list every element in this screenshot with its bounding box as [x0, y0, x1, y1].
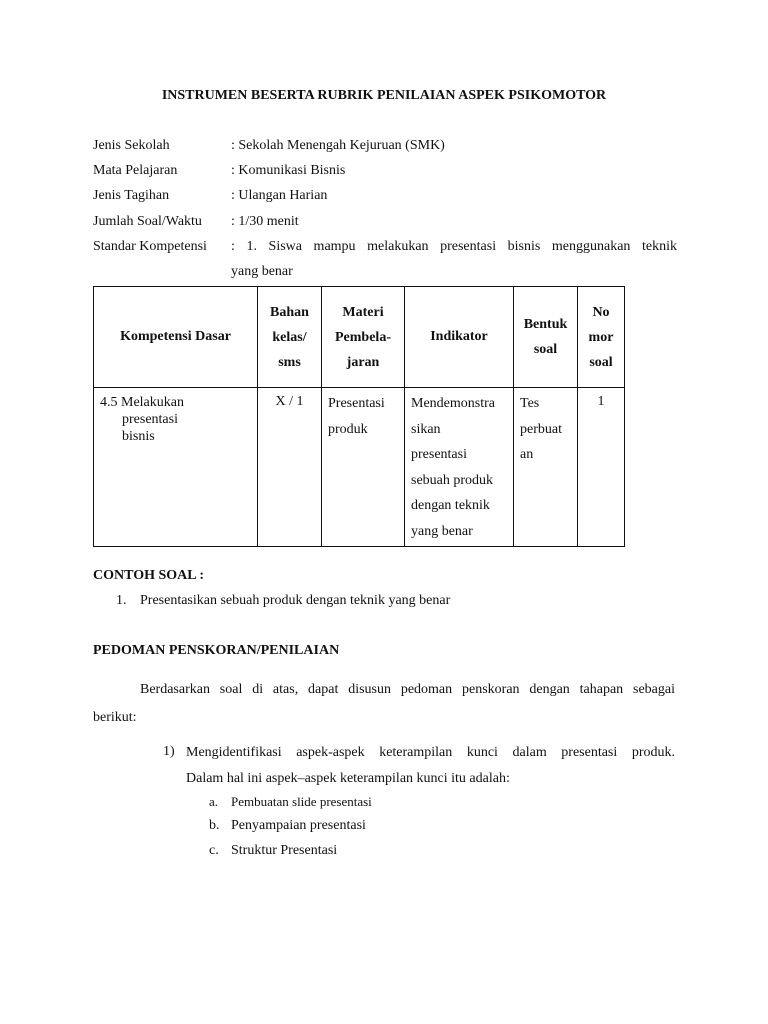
table-row: [94, 388, 625, 547]
cell-kompetensi-dasar: 4.5 Melakukan presentasi bisnis: [94, 388, 258, 547]
info-label: Standar Kompetensi: [93, 239, 207, 254]
contoh-item-text: Presentasikan sebuah produk dengan teknik yang benar: [140, 593, 451, 608]
step-text-line2: Dalam hal ini aspek–aspek keterampilan kunci itu adalah:: [186, 771, 510, 786]
info-value: : Komunikasi Bisnis: [231, 163, 346, 178]
list-item: [209, 843, 337, 859]
header-bentuk-soal: Bentuk soal: [514, 287, 578, 388]
info-row-jenis-sekolah: [93, 138, 678, 158]
info-value: : Ulangan Harian: [231, 188, 328, 203]
contoh-soal-heading: CONTOH SOAL :: [93, 568, 204, 583]
cell-materi: Presentasi produk: [322, 388, 405, 547]
list-item-letter: b.: [209, 818, 220, 833]
header-materi: Materi Pembela- jaran: [322, 287, 405, 388]
info-value: : 1. Siswa mampu melakukan presentasi bisnis menggunakan teknik: [231, 239, 677, 254]
cell-bentuk-soal: Tes perbuat an: [514, 388, 578, 547]
info-value: : 1/30 menit: [231, 214, 299, 229]
info-row-jenis-tagihan: [93, 188, 678, 208]
step-text-line1: Mengidentifikasi aspek-aspek keterampilan kunci dalam presentasi produk.: [186, 745, 675, 760]
document-title: INSTRUMEN BESERTA RUBRIK PENILAIAN ASPEK PSIKOMOTOR: [161, 88, 607, 103]
header-nomor-soal: No mor soal: [578, 287, 625, 388]
cell-indikator: Mendemonstra sikan presentasi sebuah produk dengan teknik yang benar: [405, 388, 514, 547]
pedoman-paragraph-line2: berikut:: [93, 710, 137, 725]
info-label: Jenis Tagihan: [93, 188, 170, 203]
list-item: [209, 794, 372, 810]
cell-nomor-soal: 1: [578, 388, 625, 547]
header-bahan-kelas: Bahan kelas/ sms: [258, 287, 322, 388]
table-header-row: [94, 287, 625, 388]
info-label: Jumlah Soal/Waktu: [93, 214, 202, 229]
info-value-continuation: yang benar: [231, 264, 293, 279]
info-row-standar-kompetensi: [93, 239, 678, 259]
info-row-jumlah-soal: [93, 214, 678, 234]
pedoman-heading: PEDOMAN PENSKORAN/PENILAIAN: [93, 643, 340, 658]
list-item-letter: c.: [209, 843, 219, 858]
list-item-letter: a.: [209, 794, 219, 809]
list-item-text: Pembuatan slide presentasi: [231, 794, 372, 809]
cell-bahan-kelas: X / 1: [258, 388, 322, 547]
info-row-mata-pelajaran: [93, 163, 678, 183]
header-indikator: Indikator: [405, 287, 514, 388]
info-label: Mata Pelajaran: [93, 163, 178, 178]
info-label: Jenis Sekolah: [93, 138, 170, 153]
info-value: : Sekolah Menengah Kejuruan (SMK): [231, 138, 445, 153]
list-item-text: Penyampaian presentasi: [231, 818, 366, 833]
contoh-item-number: 1.: [116, 593, 127, 608]
list-item-text: Struktur Presentasi: [231, 843, 338, 858]
header-kompetensi-dasar: Kompetensi Dasar: [94, 287, 258, 388]
list-item: [209, 818, 366, 834]
pedoman-paragraph-line1: Berdasarkan soal di atas, dapat disusun pedoman penskoran dengan tahapan sebagai: [140, 682, 675, 697]
step-number: 1): [163, 744, 175, 759]
kompetensi-table: [93, 286, 625, 547]
